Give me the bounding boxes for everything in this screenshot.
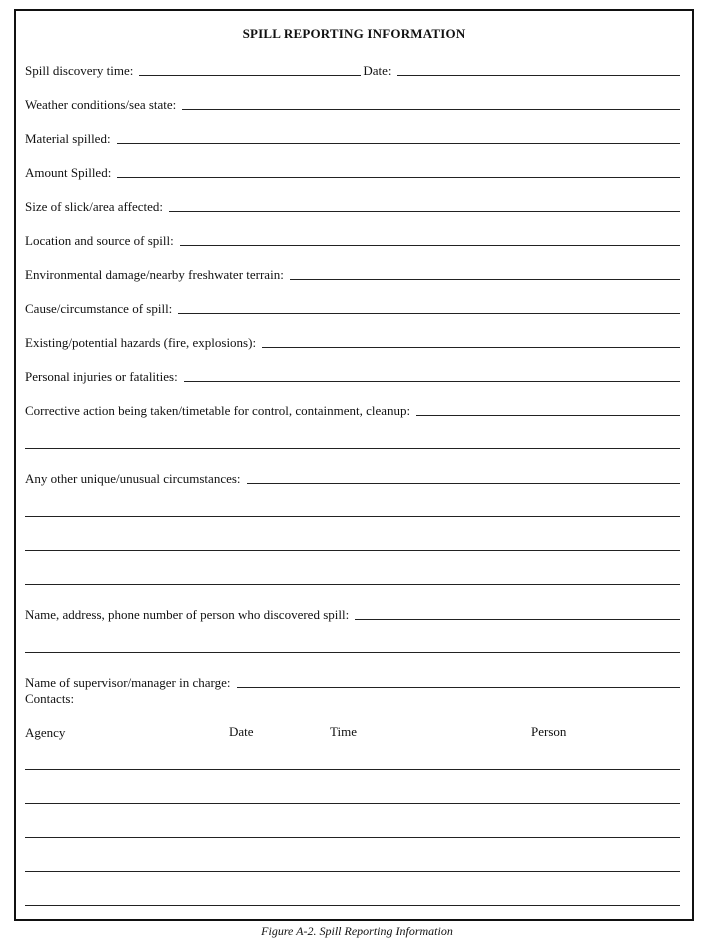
cause-row — [25, 301, 680, 316]
injuries-field[interactable] — [184, 369, 680, 382]
amount-field[interactable] — [117, 165, 680, 178]
supervisor-field[interactable] — [237, 675, 680, 688]
environmental-field[interactable] — [290, 267, 680, 280]
weather-field[interactable] — [182, 97, 680, 110]
discovery-time-label: Spill discovery time: — [25, 63, 134, 78]
other-continuation-line[interactable] — [25, 516, 680, 517]
other-label: Any other unique/unusual circumstances: — [25, 471, 241, 486]
other-continuation-line[interactable] — [25, 584, 680, 585]
cause-label: Cause/circumstance of spill: — [25, 301, 173, 316]
hazards-field[interactable] — [262, 335, 680, 348]
contacts-entry-line[interactable] — [25, 837, 680, 838]
size-field[interactable] — [169, 199, 680, 212]
discoverer-field[interactable] — [355, 607, 680, 620]
form-title: SPILL REPORTING INFORMATION — [242, 26, 466, 41]
spill-report-form — [14, 9, 694, 921]
discovery-time-field[interactable] — [139, 63, 361, 76]
material-row — [25, 131, 680, 146]
material-label: Material spilled: — [25, 131, 111, 146]
size-row — [25, 199, 680, 214]
date-field[interactable] — [397, 63, 680, 76]
size-label: Size of slick/area affected: — [25, 199, 163, 214]
contacts-entry-line[interactable] — [25, 803, 680, 804]
contacts-heading: Contacts: — [25, 691, 75, 706]
weather-row — [25, 97, 680, 112]
discovery-time-row — [25, 63, 680, 78]
hazards-label: Existing/potential hazards (fire, explosions): — [25, 335, 257, 350]
contacts-column-date: Date — [229, 724, 254, 739]
location-row — [25, 233, 680, 248]
environmental-label: Environmental damage/nearby freshwater terrain: — [25, 267, 284, 282]
hazards-row — [25, 335, 680, 350]
cause-field[interactable] — [178, 301, 680, 314]
corrective-continuation-line[interactable] — [25, 448, 680, 449]
corrective-field[interactable] — [416, 403, 680, 416]
material-field[interactable] — [117, 131, 680, 144]
supervisor-label: Name of supervisor/manager in charge: — [25, 675, 231, 690]
environmental-row — [25, 267, 680, 282]
corrective-row — [25, 403, 680, 418]
location-field[interactable] — [180, 233, 680, 246]
contacts-entry-line[interactable] — [25, 905, 680, 906]
discoverer-label: Name, address, phone number of person who discovered spill: — [25, 607, 350, 622]
other-continuation-line[interactable] — [25, 550, 680, 551]
amount-row — [25, 165, 680, 180]
date-label: Date: — [363, 63, 392, 78]
contacts-column-time: Time — [330, 724, 357, 739]
discoverer-row — [25, 607, 680, 622]
weather-label: Weather conditions/sea state: — [25, 97, 177, 112]
contacts-entry-line[interactable] — [25, 871, 680, 872]
corrective-label: Corrective action being taken/timetable for control, containment, cleanup: — [25, 403, 411, 418]
figure-caption: Figure A-2. Spill Reporting Information — [261, 924, 453, 938]
location-label: Location and source of spill: — [25, 233, 174, 248]
contacts-column-agency: Agency — [25, 725, 66, 740]
other-row — [25, 471, 680, 486]
injuries-row — [25, 369, 680, 384]
contacts-column-person: Person — [531, 724, 567, 739]
amount-label: Amount Spilled: — [25, 165, 112, 180]
other-field[interactable] — [247, 471, 680, 484]
supervisor-row — [25, 675, 680, 690]
injuries-label: Personal injuries or fatalities: — [25, 369, 178, 384]
contacts-entry-line[interactable] — [25, 769, 680, 770]
discoverer-continuation-line[interactable] — [25, 652, 680, 653]
